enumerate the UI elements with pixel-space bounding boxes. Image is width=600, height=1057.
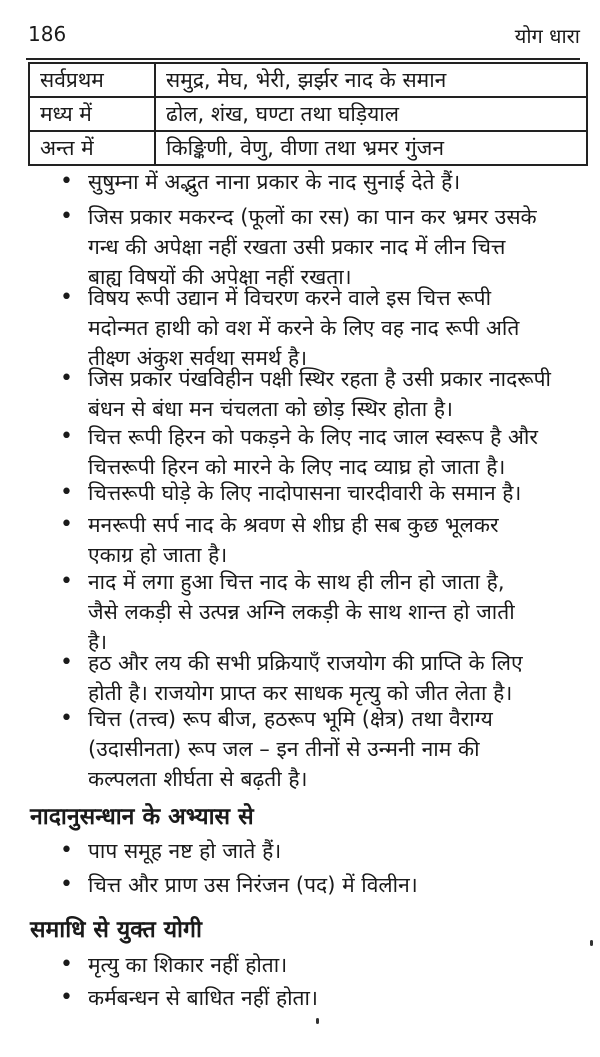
list-item-text: मनरूपी सर्प नाद के श्रवण से शीघ्र ही सब कुछ भूलकर एकाग्र हो जाता है। xyxy=(88,513,499,567)
table-cell-sounds: किङ्किणी, वेणु, वीणा तथा भ्रमर गुंजन xyxy=(155,131,587,165)
table-row xyxy=(29,131,587,165)
list-item-text: विषय रूपी उद्यान में विचरण करने वाले इस चित्त रूपी मदोन्मत हाथी को वश में करने के लिए वह नाद रूपी अति तीक्ष्ण अंकुश सर्वथा समर्थ है। xyxy=(88,286,520,370)
bullet-dot: • xyxy=(60,569,73,594)
bullet-dot: • xyxy=(60,169,73,194)
bullet-dot: • xyxy=(60,204,73,229)
bullet-dot: • xyxy=(60,650,73,675)
list-item-text: कर्मबन्धन से बाधित नहीं होता। xyxy=(88,986,318,1010)
list-item-text: पाप समूह नष्ट हो जाते हैं। xyxy=(88,839,282,863)
bullet-dot: • xyxy=(60,952,73,977)
section-heading: नादानुसन्धान के अभ्यास से xyxy=(30,804,254,830)
list-item-text: जिस प्रकार पंखविहीन पक्षी स्थिर रहता है उसी प्रकार नादरूपी बंधन से बंधा मन चंचलता को छोड़ स्थिर होता है। xyxy=(88,367,551,421)
bullet-dot: • xyxy=(60,285,73,310)
header-rule xyxy=(26,58,580,60)
bullet-dot: • xyxy=(60,512,73,537)
table-row xyxy=(29,63,587,97)
bullet-dot: • xyxy=(60,480,73,505)
bullet-dot: • xyxy=(60,838,73,863)
bullet-dot: • xyxy=(60,985,73,1010)
running-title: योग धारा xyxy=(514,24,580,48)
list-item-text: चित्त (तत्त्व) रूप बीज, हठरूप भूमि (क्षेत्र) तथा वैराग्य (उदासीनता) रूप जल – इन तीनों से उन्मनी नाम की कल्पलता शीर्घता से बढ़ती है। xyxy=(88,707,493,791)
print-speck xyxy=(590,940,593,946)
bullet-dot: • xyxy=(60,706,73,731)
nada-stages-table xyxy=(28,62,588,166)
list-item-text: सुषुम्ना में अद्भुत नाना प्रकार के नाद सुनाई देते हैं। xyxy=(88,170,461,194)
table-cell-stage: सर्वप्रथम xyxy=(29,63,155,97)
list-item-text: चित्त और प्राण उस निरंजन (पद) में विलीन। xyxy=(88,873,418,897)
table-cell-stage: अन्त में xyxy=(29,131,155,165)
section-heading: समाधि से युक्त योगी xyxy=(30,917,202,943)
bullet-dot: • xyxy=(60,424,73,449)
table-cell-sounds: ढोल, शंख, घण्टा तथा घड़ियाल xyxy=(155,97,587,131)
list-item-text: मृत्यु का शिकार नहीं होता। xyxy=(88,953,288,977)
page-header xyxy=(28,22,580,52)
list-item-text: नाद में लगा हुआ चित्त नाद के साथ ही लीन हो जाता है, जैसे लकड़ी से उत्पन्न अग्नि लकड़ी के साथ शान्त हो जाती है। xyxy=(88,570,515,654)
bullet-dot: • xyxy=(60,366,73,391)
list-item-text: जिस प्रकार मकरन्द (फूलों का रस) का पान कर भ्रमर उसके गन्ध की अपेक्षा नहीं रखता उसी प्रकार नाद में लीन चित्त बाह्य विषयों की अपेक्षा नहीं रखता। xyxy=(88,205,537,289)
list-item-text: चित्त रूपी हिरन को पकड़ने के लिए नाद जाल स्वरूप है और चित्तरूपी हिरन को मारने के लिए नाद व्याघ्र हो जाता है। xyxy=(88,425,538,479)
print-speck xyxy=(316,1018,319,1024)
list-item-text: हठ और लय की सभी प्रक्रियाएँ राजयोग की प्राप्ति के लिए होती है। राजयोग प्राप्त कर साधक मृत्यु को जीत लेता है। xyxy=(88,651,523,705)
table-cell-sounds: समुद्र, मेघ, भेरी, झर्झर नाद के समान xyxy=(155,63,587,97)
page-number: 186 xyxy=(28,22,67,46)
list-item-text: चित्तरूपी घोड़े के लिए नादोपासना चारदीवारी के समान है। xyxy=(88,481,522,505)
bullet-dot: • xyxy=(60,872,73,897)
table-cell-stage: मध्य में xyxy=(29,97,155,131)
table-row xyxy=(29,97,587,131)
